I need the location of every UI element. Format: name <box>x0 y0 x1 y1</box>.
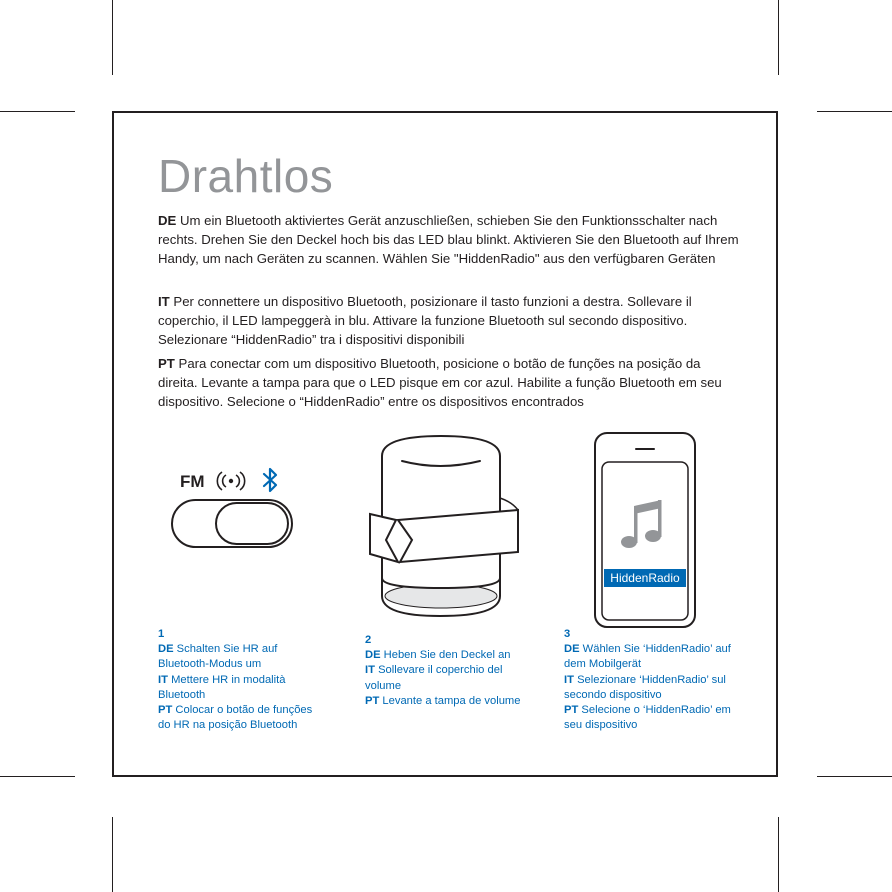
paragraph-text: Um ein Bluetooth aktiviertes Gerät anzuschließen, schieben Sie den Funktionsschalter nach rechts. Drehen Sie den Deckel hoch bis das LED blau blinkt. Aktivieren Sie den Bluetooth auf Ihrem Handy, um nach Geräten zu scannen. Wählen Sie "HiddenRadio" aus den verfügbaren Geräten <box>158 213 739 266</box>
step-text: Selecione o ‘HiddenRadio’ em seu dispositivo <box>564 704 731 732</box>
step-3-caption <box>564 627 736 733</box>
speaker-lid-illustration <box>360 428 530 628</box>
step-number: 3 <box>564 628 571 640</box>
radio-waves-icon <box>217 472 244 490</box>
step-line <box>365 663 535 693</box>
switch-knob <box>216 503 288 544</box>
step-number: 2 <box>365 634 372 646</box>
step-text: Colocar o botão de funções do HR na posição Bluetooth <box>158 704 313 732</box>
lang-code: DE <box>158 213 177 228</box>
lang-code: DE <box>158 643 174 656</box>
fm-label: FM <box>180 472 205 491</box>
function-switch-illustration <box>160 460 310 550</box>
phone-screen <box>602 462 688 620</box>
crop-mark <box>0 111 75 112</box>
step-text: Selezionare ‘HiddenRadio’ sul secondo dispositivo <box>564 673 726 701</box>
page-title: Drahtlos <box>158 150 334 202</box>
lift-band <box>398 510 518 562</box>
lang-code: DE <box>564 643 580 656</box>
crop-mark <box>817 776 892 777</box>
paragraph-text: Per connettere un dispositivo Bluetooth, posizionare il tasto funzioni a destra. Sollevare il coperchio, il LED lampeggerà in blu. Attivare la funzione Bluetooth sul secondo dispositivo. Selezionare “HiddenRadio” tra i dispositivi disponibili <box>158 294 692 347</box>
paragraph-it <box>158 292 743 349</box>
crop-mark <box>112 0 113 75</box>
step-text: Levante a tampa de volume <box>382 694 521 707</box>
step-line <box>365 694 535 709</box>
step-line <box>158 703 323 733</box>
step-text: Schalten Sie HR auf Bluetooth-Modus um <box>158 643 278 671</box>
step-1-caption <box>158 627 323 733</box>
step-number: 1 <box>158 628 165 640</box>
paragraph-de <box>158 211 743 268</box>
step-line <box>158 673 323 703</box>
hiddenradio-label: HiddenRadio <box>610 571 680 585</box>
lang-code: PT <box>158 704 173 717</box>
paragraph-pt <box>158 354 743 411</box>
paragraph-text: Para conectar com um dispositivo Bluetooth, posicione o botão de funções na posição da direita. Levante a tampa para que o LED pisque em cor azul. Habilite a função Bluetooth em seu dispositivo. Selecione o “HiddenRadio” entre os dispositivos encontrados <box>158 356 722 409</box>
lang-code: IT <box>564 673 574 686</box>
step-line <box>564 703 736 733</box>
lang-code: IT <box>158 294 170 309</box>
lang-code: IT <box>365 664 375 677</box>
lift-band-top <box>500 498 518 510</box>
lang-code: IT <box>158 673 168 686</box>
bluetooth-icon <box>264 469 276 491</box>
step-2-caption <box>365 633 535 709</box>
step-text: Sollevare il coperchio del volume <box>365 664 503 692</box>
lang-code: PT <box>365 694 380 707</box>
phone-illustration <box>592 432 702 628</box>
lang-code: DE <box>365 649 381 662</box>
step-line <box>365 648 535 663</box>
step-text: Heben Sie den Deckel an <box>383 649 511 662</box>
crop-mark <box>0 776 75 777</box>
step-text: Wählen Sie ‘HiddenRadio’ auf dem Mobilgerät <box>564 643 731 671</box>
step-line <box>158 642 323 672</box>
step-line <box>564 673 736 703</box>
lang-code: PT <box>564 704 579 717</box>
step-text: Mettere HR in modalità Bluetooth <box>158 673 286 701</box>
crop-mark <box>112 817 113 892</box>
crop-mark <box>778 817 779 892</box>
crop-mark <box>778 0 779 75</box>
crop-mark <box>817 111 892 112</box>
lang-code: PT <box>158 356 175 371</box>
step-line <box>564 642 736 672</box>
